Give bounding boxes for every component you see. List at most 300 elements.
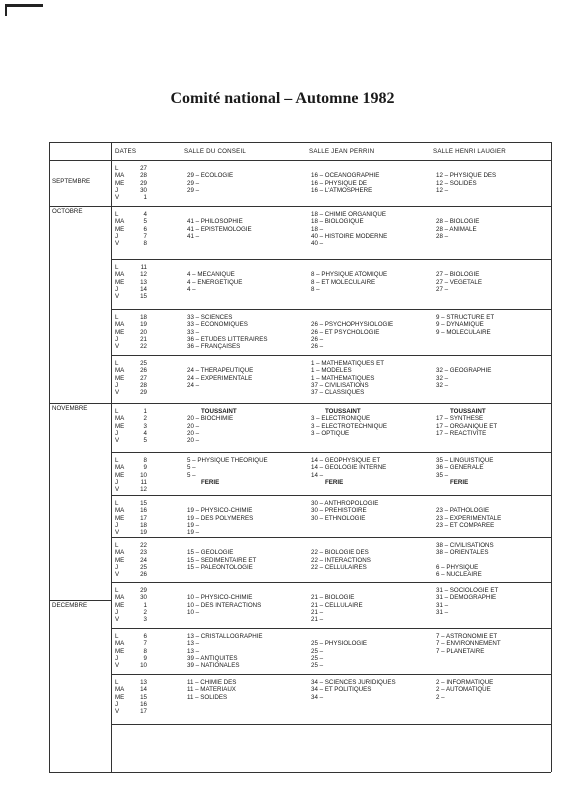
schedule-line bbox=[436, 336, 494, 343]
schedule-line bbox=[436, 360, 491, 367]
schedule-line: 2 bbox=[143, 415, 147, 423]
schedule-line: 23 – PATHOLOGIE bbox=[436, 507, 490, 515]
schedule-line: V bbox=[115, 571, 120, 579]
schedule-line: 33 – ECONOMIQUES bbox=[187, 321, 248, 329]
schedule-line: 19 – PHYSICO-CHIMIE bbox=[187, 507, 253, 515]
schedule-line: 28 bbox=[140, 172, 147, 180]
schedule-line: 8 – PHYSIQUE ATOMIQUE bbox=[311, 271, 388, 279]
schedule-line: 18 – BIOLOGIQUE bbox=[311, 218, 364, 226]
schedule-line: 26 – bbox=[311, 335, 324, 343]
schedule-line: J bbox=[115, 429, 119, 437]
conseil-column bbox=[187, 264, 242, 300]
laugier-column bbox=[436, 165, 496, 201]
schedule-line: L bbox=[115, 500, 119, 507]
schedule-line: 19 – bbox=[187, 529, 200, 537]
conseil-column bbox=[187, 360, 253, 396]
schedule-line: 29 – bbox=[187, 179, 200, 187]
schedule-line: 26 – ET PSYCHOLOGIE bbox=[311, 328, 380, 336]
conseil-column bbox=[187, 633, 263, 669]
schedule-line bbox=[436, 437, 497, 444]
schedule-line: ME bbox=[115, 278, 125, 286]
schedule-line: 4 – MECANIQUE bbox=[187, 271, 235, 279]
schedule-line: J bbox=[115, 232, 119, 240]
schedule-line: 16 – PHYSIQUE DE bbox=[311, 179, 368, 187]
schedule-line: 21 – CELLULAIRE bbox=[311, 601, 363, 609]
schedule-line: MA bbox=[115, 549, 125, 557]
schedule-line: 5 – PHYSIQUE THEORIQUE bbox=[187, 457, 268, 464]
schedule-line bbox=[311, 437, 387, 444]
conseil-column bbox=[187, 457, 268, 493]
schedule-line bbox=[311, 529, 378, 536]
date-column bbox=[133, 408, 147, 444]
schedule-line: L bbox=[115, 165, 119, 172]
schedule-line: MA bbox=[115, 271, 125, 279]
schedule-line: 10 bbox=[140, 471, 147, 479]
schedule-line: 27 bbox=[140, 165, 147, 172]
day-column bbox=[115, 408, 124, 444]
schedule-line bbox=[187, 500, 253, 507]
schedule-line bbox=[436, 264, 482, 271]
schedule-line: L bbox=[115, 587, 119, 594]
schedule-line: 11 – CHIMIE DES bbox=[187, 679, 237, 686]
schedule-line: 17 bbox=[140, 708, 147, 716]
schedule-line: 2 bbox=[143, 608, 147, 616]
schedule-line bbox=[187, 165, 233, 172]
schedule-line: 13 – bbox=[187, 640, 200, 648]
schedule-line bbox=[436, 708, 493, 715]
schedule-line: V bbox=[115, 708, 120, 716]
schedule-line: 6 bbox=[143, 633, 147, 640]
schedule-line: 31 – bbox=[436, 608, 449, 616]
day-column bbox=[115, 500, 124, 536]
date-column bbox=[133, 314, 147, 350]
schedule-line: 25 – PHYSIOLOGIE bbox=[311, 640, 368, 648]
schedule-line: 23 – ET COMPAREE bbox=[436, 521, 495, 529]
schedule-line: 8 – ET MOLECULAIRE bbox=[311, 278, 376, 286]
day-column bbox=[115, 587, 124, 623]
schedule-line: 30 bbox=[140, 594, 147, 602]
schedule-line: 27 bbox=[140, 374, 147, 382]
schedule-line: MA bbox=[115, 367, 125, 375]
schedule-line: 20 – bbox=[187, 429, 200, 437]
schedule-line: L bbox=[115, 360, 119, 367]
schedule-line: 17 bbox=[140, 514, 147, 522]
schedule-line bbox=[436, 557, 494, 564]
day-column bbox=[115, 211, 124, 247]
schedule-line: 9 bbox=[143, 654, 147, 662]
schedule-line: 37 – CLASSIQUES bbox=[311, 389, 365, 397]
conseil-column bbox=[187, 587, 261, 623]
schedule-line: 13 bbox=[140, 278, 147, 286]
schedule-line: 20 – BIOCHIMIE bbox=[187, 415, 234, 423]
perrin-column bbox=[311, 211, 387, 247]
schedule-line: 21 – bbox=[311, 608, 324, 616]
schedule-line: 16 – L'ATMOSPHERE bbox=[311, 186, 373, 194]
schedule-line: 11 bbox=[140, 478, 147, 486]
schedule-line: 37 – CIVILISATIONS bbox=[311, 381, 369, 389]
schedule-line: 6 – NUCLEAIRE bbox=[436, 571, 482, 579]
schedule-line: 11 bbox=[140, 264, 147, 271]
schedule-line: J bbox=[115, 521, 119, 529]
schedule-line: 17 – SYNTHESE bbox=[436, 415, 484, 423]
table-row-divider bbox=[111, 537, 551, 538]
schedule-line bbox=[436, 500, 501, 507]
conseil-column bbox=[187, 314, 267, 350]
schedule-line bbox=[311, 293, 387, 300]
schedule-line: 13 – bbox=[187, 647, 200, 655]
schedule-line: 22 – CELLULAIRES bbox=[311, 563, 367, 571]
schedule-line: TOUSSAINT bbox=[450, 408, 486, 415]
date-column bbox=[133, 264, 147, 300]
schedule-line bbox=[311, 633, 367, 640]
schedule-line bbox=[436, 211, 479, 218]
schedule-line: 6 – PHYSIQUE bbox=[436, 563, 479, 571]
schedule-line: MA bbox=[115, 415, 125, 423]
schedule-line: V bbox=[115, 486, 120, 494]
table-row-divider bbox=[111, 452, 551, 453]
schedule-line bbox=[436, 486, 493, 493]
laugier-column bbox=[436, 679, 493, 715]
schedule-line: 14 bbox=[140, 285, 147, 293]
schedule-line: 35 – LINGUISTIQUE bbox=[436, 457, 494, 464]
schedule-line bbox=[187, 708, 236, 715]
schedule-line: ME bbox=[115, 514, 125, 522]
schedule-line: 36 – ETUDES LITTERAIRES bbox=[187, 335, 268, 343]
schedule-line: 7 – PLANETAIRE bbox=[436, 647, 485, 655]
schedule-line: 5 – bbox=[187, 471, 196, 479]
schedule-line: ME bbox=[115, 179, 125, 187]
schedule-line bbox=[436, 701, 493, 708]
schedule-line: 9 – STRUCTURE ET bbox=[436, 314, 495, 321]
schedule-line: 24 bbox=[140, 556, 147, 564]
schedule-line: J bbox=[115, 335, 119, 343]
schedule-line: 12 – SOLIDES bbox=[436, 179, 477, 187]
schedule-line: 33 – bbox=[187, 328, 200, 336]
page-title: Comité national – Automne 1982 bbox=[170, 90, 395, 107]
perrin-column bbox=[311, 500, 378, 536]
schedule-line bbox=[311, 708, 396, 715]
schedule-line bbox=[311, 165, 379, 172]
date-column bbox=[133, 542, 147, 578]
schedule-line: 14 bbox=[140, 686, 147, 694]
schedule-line bbox=[311, 701, 396, 708]
schedule-line: 20 bbox=[140, 328, 147, 336]
schedule-line: 4 bbox=[143, 429, 147, 437]
schedule-line bbox=[187, 616, 261, 623]
date-column bbox=[133, 165, 147, 201]
schedule-line: 29 bbox=[140, 389, 147, 397]
schedule-line bbox=[187, 293, 242, 300]
schedule-line: 25 bbox=[140, 563, 147, 571]
perrin-column bbox=[311, 314, 393, 350]
conseil-column bbox=[187, 165, 233, 201]
schedule-line: 36 – GENERALE bbox=[436, 464, 484, 472]
schedule-line: 3 – ELECTRONIQUE bbox=[311, 415, 371, 423]
schedule-line bbox=[311, 542, 371, 549]
schedule-line: J bbox=[115, 563, 119, 571]
schedule-line: 9 – DYNAMIQUE bbox=[436, 321, 484, 329]
schedule-line bbox=[436, 655, 501, 662]
schedule-line: 15 – PALEONTOLOGIE bbox=[187, 563, 253, 571]
laugier-column bbox=[436, 542, 494, 578]
schedule-line: 19 bbox=[140, 321, 147, 329]
date-column bbox=[133, 211, 147, 247]
schedule-line: 1 bbox=[143, 194, 147, 202]
schedule-line: 14 – GEOPHYSIQUE ET bbox=[311, 457, 381, 464]
schedule-line: 15 bbox=[140, 693, 147, 701]
schedule-line: 15 bbox=[140, 293, 147, 301]
schedule-line bbox=[311, 194, 379, 201]
schedule-line bbox=[311, 571, 371, 578]
schedule-line: 21 – BIOLOGIE bbox=[311, 594, 355, 602]
schedule-line bbox=[436, 194, 496, 201]
schedule-line: ME bbox=[115, 374, 125, 382]
perrin-column bbox=[311, 587, 363, 623]
table-row-divider bbox=[111, 628, 551, 629]
schedule-line: 19 – DES POLYMERES bbox=[187, 514, 254, 522]
header-salle-laugier: SALLE HENRI LAUGIER bbox=[433, 148, 506, 155]
date-column bbox=[133, 587, 147, 623]
schedule-line: 18 – bbox=[311, 225, 324, 233]
schedule-line: MA bbox=[115, 594, 125, 602]
schedule-line: ME bbox=[115, 471, 125, 479]
schedule-line: 39 – ANTIQUITES bbox=[187, 654, 238, 662]
schedule-line: 18 bbox=[140, 521, 147, 529]
month-octobre: OCTOBRE bbox=[52, 208, 83, 215]
schedule-line: L bbox=[115, 211, 119, 218]
schedule-line: 4 – bbox=[187, 285, 196, 293]
schedule-line: V bbox=[115, 240, 120, 248]
date-column bbox=[133, 360, 147, 396]
schedule-line: 30 – ANTHROPOLOGIE bbox=[311, 500, 379, 507]
schedule-line: 32 – bbox=[436, 381, 449, 389]
schedule-line: 8 bbox=[143, 647, 147, 655]
table-row-divider bbox=[111, 495, 551, 496]
day-column bbox=[115, 633, 124, 669]
schedule-line: MA bbox=[115, 321, 125, 329]
schedule-line: 23 bbox=[140, 549, 147, 557]
schedule-line: 11 – SOLIDES bbox=[187, 693, 228, 701]
laugier-column bbox=[436, 587, 498, 623]
perrin-column bbox=[311, 264, 387, 300]
perrin-column bbox=[311, 360, 384, 396]
schedule-line: 35 – bbox=[436, 471, 449, 479]
schedule-line: ME bbox=[115, 647, 125, 655]
schedule-line: J bbox=[115, 654, 119, 662]
schedule-line: 41 – bbox=[187, 232, 200, 240]
schedule-line: ME bbox=[115, 225, 125, 233]
schedule-line: 29 – bbox=[187, 186, 200, 194]
schedule-line: 22 – BIOLOGIE DES bbox=[311, 549, 369, 557]
laugier-column bbox=[436, 314, 494, 350]
schedule-line: 26 – bbox=[311, 343, 324, 351]
perrin-column bbox=[311, 408, 387, 444]
perrin-column bbox=[311, 457, 386, 493]
schedule-line: 17 – ORGANIQUE ET bbox=[436, 422, 498, 430]
schedule-line: 18 – CHIMIE ORGANIQUE bbox=[311, 211, 386, 218]
day-column bbox=[115, 264, 124, 300]
laugier-column bbox=[436, 360, 491, 396]
date-column bbox=[133, 679, 147, 715]
schedule-line: 32 – bbox=[436, 374, 449, 382]
schedule-line bbox=[311, 486, 386, 493]
schedule-line: 10 – PHYSICO-CHIMIE bbox=[187, 594, 253, 602]
schedule-line: 18 bbox=[140, 314, 147, 321]
month-decembre: DECEMBRE bbox=[52, 602, 88, 609]
schedule-line bbox=[187, 542, 256, 549]
schedule-line: 2 – INFORMATIQUE bbox=[436, 679, 494, 686]
schedule-line: J bbox=[115, 478, 119, 486]
schedule-line: 36 – FRANÇAISES bbox=[187, 343, 241, 351]
month-septembre: SEPTEMBRE bbox=[52, 178, 91, 185]
schedule-line: 28 – bbox=[436, 232, 449, 240]
schedule-line: 14 – bbox=[311, 471, 324, 479]
schedule-line: 13 – CRISTALLOGRAPHIE bbox=[187, 633, 263, 640]
schedule-line: J bbox=[115, 608, 119, 616]
schedule-line: V bbox=[115, 194, 120, 202]
schedule-line: 8 – bbox=[311, 285, 320, 293]
table-row-divider bbox=[111, 206, 551, 207]
schedule-line: 10 – DES INTERACTIONS bbox=[187, 601, 262, 609]
schedule-line: 3 bbox=[143, 422, 147, 430]
schedule-line: J bbox=[115, 700, 119, 708]
schedule-line: 1 bbox=[143, 408, 147, 415]
schedule-line: 17 – REACTIVITE bbox=[436, 429, 487, 437]
schedule-line: 3 – ELECTROTECHNIQUE bbox=[311, 422, 387, 430]
schedule-line: 5 bbox=[143, 437, 147, 445]
schedule-line: 4 bbox=[143, 211, 147, 218]
schedule-line: 15 bbox=[140, 500, 147, 507]
table-column-divider bbox=[551, 142, 552, 772]
schedule-line: 21 – bbox=[311, 616, 324, 624]
schedule-line bbox=[187, 389, 253, 396]
schedule-line: L bbox=[115, 408, 119, 415]
table-row-divider bbox=[49, 772, 551, 773]
schedule-line: FERIE bbox=[201, 478, 220, 486]
schedule-line bbox=[436, 389, 491, 396]
schedule-line: 24 – THERAPEUTIQUE bbox=[187, 367, 254, 375]
schedule-line: L bbox=[115, 457, 119, 464]
schedule-line: 3 bbox=[143, 616, 147, 624]
schedule-line bbox=[436, 293, 482, 300]
perrin-column bbox=[311, 633, 367, 669]
schedule-line: 25 bbox=[140, 360, 147, 367]
schedule-line: 20 – bbox=[187, 437, 200, 445]
schedule-line: V bbox=[115, 293, 120, 301]
schedule-line: 33 – SCIENCES bbox=[187, 314, 233, 321]
table-row-divider bbox=[111, 582, 551, 583]
schedule-line: 5 – bbox=[187, 464, 196, 472]
schedule-line: 16 bbox=[140, 700, 147, 708]
schedule-line: MA bbox=[115, 172, 125, 180]
schedule-line: 7 – ENVIRONNEMENT bbox=[436, 640, 501, 648]
schedule-line: FERIE bbox=[450, 478, 469, 486]
month-novembre: NOVEMBRE bbox=[52, 405, 88, 412]
schedule-line: J bbox=[115, 186, 119, 194]
schedule-line: 14 – GEOLOGIE INTERNE bbox=[311, 464, 387, 472]
laugier-column bbox=[436, 457, 493, 493]
schedule-line: 26 bbox=[140, 571, 147, 579]
schedule-line: TOUSSAINT bbox=[201, 408, 237, 415]
laugier-column bbox=[436, 408, 497, 444]
schedule-line: 41 – PHILOSOPHIE bbox=[187, 218, 243, 226]
schedule-line bbox=[311, 314, 393, 321]
date-column bbox=[133, 633, 147, 669]
day-column bbox=[115, 314, 124, 350]
schedule-line: TOUSSAINT bbox=[325, 408, 361, 415]
table-row-divider bbox=[49, 600, 111, 601]
schedule-line: 5 bbox=[143, 218, 147, 226]
header-dates: DATES bbox=[115, 148, 137, 155]
schedule-line: 28 bbox=[140, 381, 147, 389]
schedule-line: 13 bbox=[140, 679, 147, 686]
schedule-line: V bbox=[115, 616, 120, 624]
schedule-line: 38 – ORIENTALES bbox=[436, 549, 489, 557]
schedule-line: 27 – VEGETALE bbox=[436, 278, 482, 286]
schedule-line bbox=[187, 486, 268, 493]
schedule-line bbox=[436, 165, 496, 172]
schedule-line: V bbox=[115, 529, 120, 537]
schedule-line: 19 – bbox=[187, 521, 200, 529]
schedule-line: 8 bbox=[143, 457, 147, 464]
schedule-line: 30 – PREHISTOIRE bbox=[311, 507, 367, 515]
schedule-line: ME bbox=[115, 328, 125, 336]
perrin-column bbox=[311, 542, 371, 578]
date-column bbox=[133, 500, 147, 536]
table-column-divider bbox=[111, 142, 112, 772]
schedule-line: MA bbox=[115, 507, 125, 515]
schedule-line bbox=[187, 571, 256, 578]
schedule-table bbox=[49, 142, 551, 772]
table-row-divider bbox=[111, 259, 551, 260]
table-row-divider bbox=[111, 403, 551, 404]
schedule-line: 12 bbox=[140, 486, 147, 494]
schedule-line: V bbox=[115, 437, 120, 445]
schedule-line: 15 – GEOLOGIE bbox=[187, 549, 234, 557]
schedule-line bbox=[187, 587, 261, 594]
schedule-line: 9 bbox=[143, 464, 147, 472]
schedule-line: V bbox=[115, 343, 120, 351]
schedule-line: 23 – EXPERIMENTALE bbox=[436, 514, 502, 522]
schedule-line: MA bbox=[115, 640, 125, 648]
conseil-column bbox=[187, 500, 253, 536]
day-column bbox=[115, 542, 124, 578]
schedule-line bbox=[436, 529, 501, 536]
schedule-line: 2 – AUTOMATIQUE bbox=[436, 686, 491, 694]
schedule-line: 16 – OCEANOGRAPHIE bbox=[311, 172, 380, 180]
table-row-divider bbox=[111, 160, 551, 161]
schedule-line: 12 – bbox=[436, 186, 449, 194]
schedule-line: 40 – HISTOIRE MODERNE bbox=[311, 232, 388, 240]
schedule-line: 11 – MATERIAUX bbox=[187, 686, 236, 694]
schedule-line: L bbox=[115, 542, 119, 549]
schedule-line: 8 bbox=[143, 240, 147, 248]
schedule-line: 29 bbox=[140, 587, 147, 594]
schedule-line: ME bbox=[115, 422, 125, 430]
schedule-line: 30 – ETHNOLOGIE bbox=[311, 514, 366, 522]
schedule-line: 3 – OPTIQUE bbox=[311, 429, 350, 437]
schedule-line: 34 – SCIENCES JURIDIQUES bbox=[311, 679, 396, 686]
schedule-line: 1 – MATHEMATIQUES ET bbox=[311, 360, 384, 367]
schedule-line: 6 bbox=[143, 225, 147, 233]
schedule-line bbox=[187, 240, 252, 247]
conseil-column bbox=[187, 542, 256, 578]
schedule-line bbox=[187, 264, 242, 271]
schedule-line bbox=[436, 616, 498, 623]
schedule-line bbox=[187, 211, 252, 218]
schedule-line: MA bbox=[115, 686, 125, 694]
schedule-line: 12 – PHYSIQUE DES bbox=[436, 172, 497, 180]
